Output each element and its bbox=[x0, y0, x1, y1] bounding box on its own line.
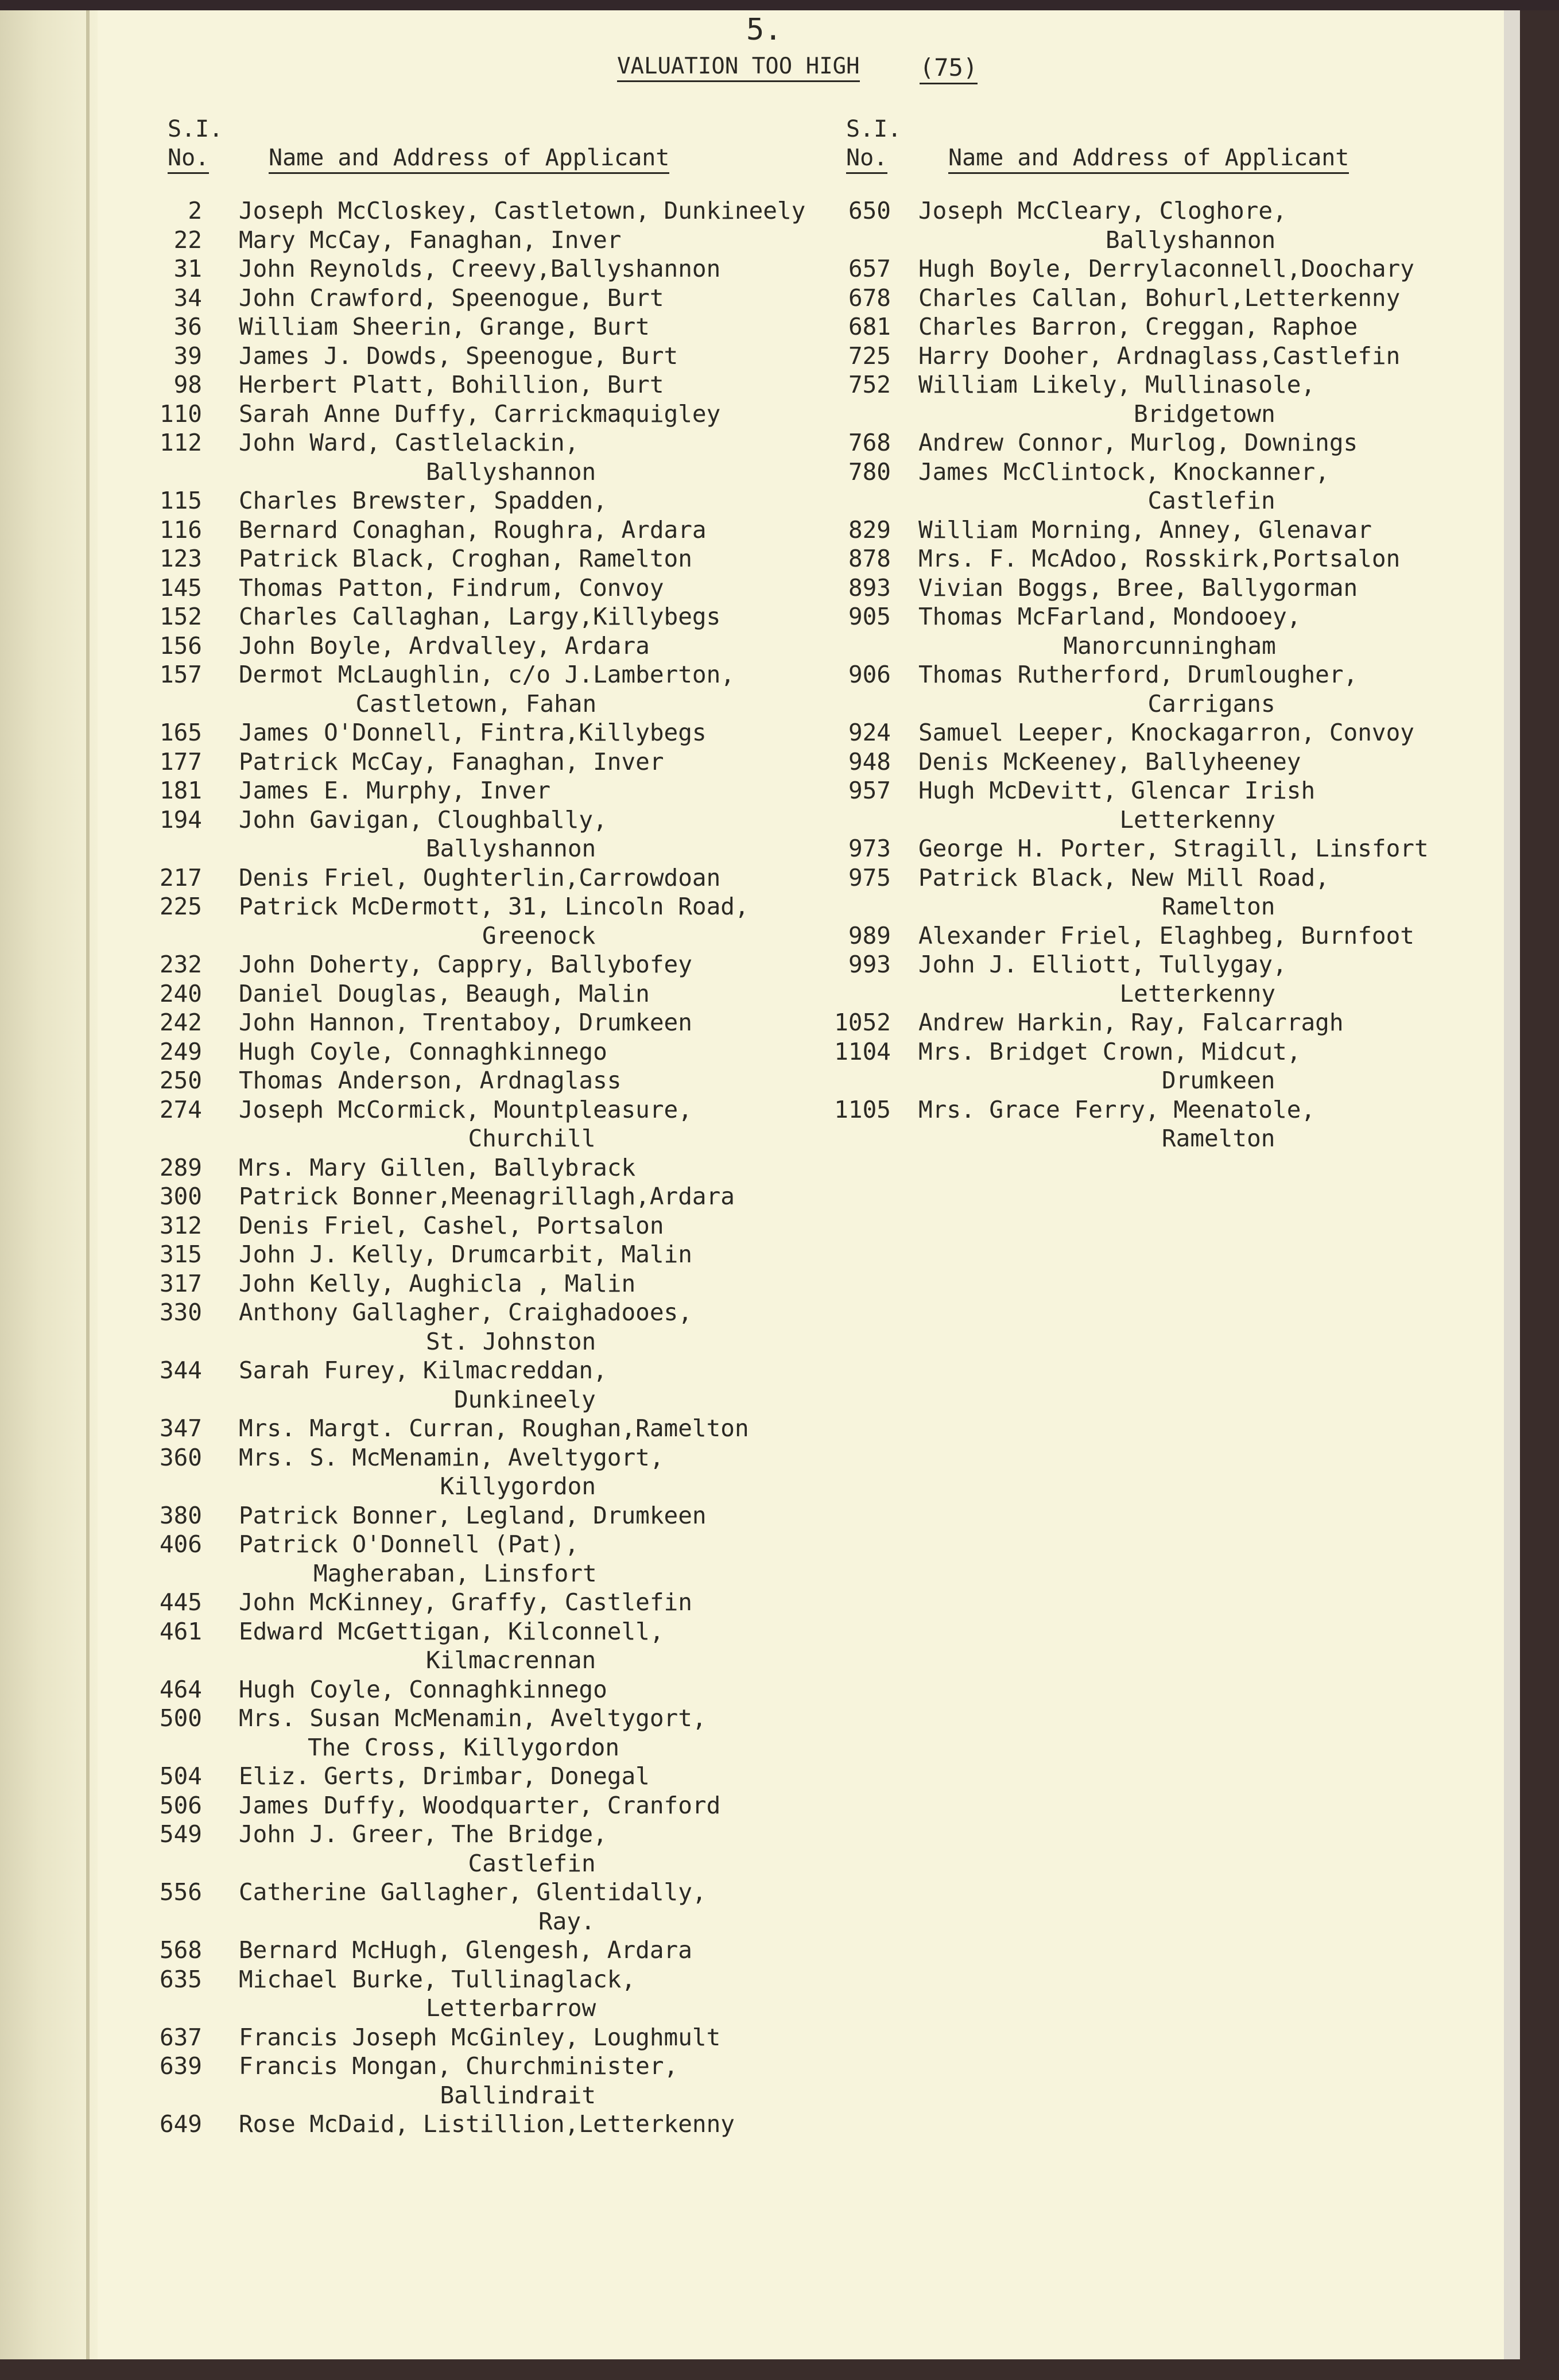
applicant-number: 1052 bbox=[834, 1009, 891, 1036]
applicant-name-address: Charles Barron, Creggan, Raphoe bbox=[918, 313, 1358, 340]
applicant-name-address: Samuel Leeper, Knockagarron, Convoy bbox=[918, 719, 1414, 746]
applicant-name-address: Mrs. Susan McMenamin, Aveltygort, bbox=[239, 1704, 707, 1732]
applicant-number: 752 bbox=[848, 371, 891, 398]
background-right bbox=[1520, 0, 1559, 2380]
applicant-number: 657 bbox=[848, 255, 891, 282]
applicant-address-continuation: Greenock bbox=[482, 921, 596, 949]
applicant-name-address: Thomas Patton, Findrum, Convoy bbox=[239, 573, 664, 602]
applicant-address-continuation: Magheraban, Linsfort bbox=[313, 1559, 597, 1587]
applicant-number: 464 bbox=[159, 1675, 202, 1703]
applicant-number: 34 bbox=[173, 284, 202, 312]
applicant-number: 240 bbox=[159, 979, 202, 1007]
applicant-number: 347 bbox=[159, 1414, 202, 1442]
applicant-name-address: Edward McGettigan, Kilconnell, bbox=[239, 1617, 664, 1645]
applicant-number: 461 bbox=[159, 1617, 202, 1645]
applicant-name-address: Hugh Coyle, Connaghkinnego bbox=[239, 1037, 607, 1065]
applicant-address-continuation: Castlefin bbox=[468, 1849, 596, 1877]
applicant-name-address: John Boyle, Ardvalley, Ardara bbox=[239, 631, 650, 660]
applicant-number: 975 bbox=[848, 863, 891, 891]
applicant-name-address: Thomas McFarland, Mondooey, bbox=[918, 603, 1301, 630]
applicant-number: 973 bbox=[848, 835, 891, 862]
applicant-address-continuation: Letterkenny bbox=[1119, 805, 1276, 834]
applicant-number: 780 bbox=[848, 458, 891, 486]
applicant-number: 344 bbox=[159, 1356, 202, 1384]
applicant-number: 242 bbox=[159, 1009, 202, 1036]
applicant-number: 549 bbox=[159, 1820, 202, 1848]
applicant-name-address: Patrick McCay, Fanaghan, Inver bbox=[239, 747, 664, 776]
applicant-number: 993 bbox=[848, 951, 891, 978]
applicant-name-address: Dermot McLaughlin, c/o J.Lamberton, bbox=[239, 661, 735, 688]
applicant-number: 36 bbox=[173, 313, 202, 340]
applicant-number: 232 bbox=[159, 951, 202, 978]
applicant-number: 650 bbox=[848, 197, 891, 224]
applicant-number: 500 bbox=[159, 1704, 202, 1732]
applicant-number: 315 bbox=[159, 1241, 202, 1268]
applicant-name-address: Mrs. Bridget Crown, Midcut, bbox=[918, 1037, 1301, 1065]
applicant-number: 649 bbox=[159, 2110, 202, 2138]
applicant-number: 948 bbox=[848, 747, 891, 776]
applicant-name-address: John Gavigan, Cloughbally, bbox=[239, 805, 607, 834]
applicant-number: 194 bbox=[159, 805, 202, 834]
title-reference: (75) bbox=[920, 53, 978, 84]
applicant-name-address: Alexander Friel, Elaghbeg, Burnfoot bbox=[918, 921, 1414, 949]
applicant-number: 123 bbox=[159, 545, 202, 572]
applicant-name-address: John Reynolds, Creevy,Ballyshannon bbox=[239, 255, 721, 282]
applicant-number: 289 bbox=[159, 1153, 202, 1181]
applicant-name-address: John Ward, Castlelackin, bbox=[239, 429, 579, 456]
applicant-name-address: Bernard Conaghan, Roughra, Ardara bbox=[239, 515, 707, 544]
applicant-name-address: Denis Friel, Cashel, Portsalon bbox=[239, 1211, 664, 1239]
applicant-address-continuation: Killygordon bbox=[440, 1472, 596, 1500]
applicant-name-address: Joseph McCloskey, Castletown, Dunkineely bbox=[239, 197, 806, 224]
applicant-number: 177 bbox=[159, 747, 202, 776]
applicant-number: 31 bbox=[173, 255, 202, 282]
applicant-name-address: Joseph McCormick, Mountpleasure, bbox=[239, 1095, 692, 1123]
applicant-address-continuation: Ramelton bbox=[1162, 1125, 1275, 1152]
applicant-name-address: Patrick Black, Croghan, Ramelton bbox=[239, 545, 692, 572]
applicant-number: 906 bbox=[848, 661, 891, 688]
applicant-name-address: Patrick Bonner, Legland, Drumkeen bbox=[239, 1501, 707, 1529]
applicant-number: 22 bbox=[173, 226, 202, 254]
applicant-name-address: Mrs. Grace Ferry, Meenatole, bbox=[918, 1095, 1316, 1123]
applicant-address-continuation: Dunkineely bbox=[454, 1385, 596, 1413]
applicant-number: 225 bbox=[159, 893, 202, 920]
applicant-number: 878 bbox=[848, 545, 891, 572]
applicant-number: 300 bbox=[159, 1183, 202, 1210]
applicant-number: 156 bbox=[159, 631, 202, 660]
applicant-number: 681 bbox=[848, 313, 891, 340]
applicant-address-continuation: Churchill bbox=[468, 1125, 596, 1152]
applicant-address-continuation: Castletown, Fahan bbox=[355, 689, 597, 718]
applicant-number: 217 bbox=[159, 863, 202, 891]
applicant-name-address: George H. Porter, Stragill, Linsfort bbox=[918, 835, 1429, 862]
applicant-name-address: Denis Friel, Oughterlin,Carrowdoan bbox=[239, 863, 721, 891]
applicant-number: 924 bbox=[848, 719, 891, 746]
applicant-name-address: Joseph McCleary, Cloghore, bbox=[918, 197, 1287, 224]
applicant-name-address: John Crawford, Speenogue, Burt bbox=[239, 284, 664, 312]
applicant-number: 165 bbox=[159, 719, 202, 746]
applicant-number: 768 bbox=[848, 429, 891, 456]
applicant-number: 637 bbox=[159, 2023, 202, 2051]
right-header-name: Name and Address of Applicant bbox=[948, 144, 1349, 174]
applicant-number: 1104 bbox=[834, 1037, 891, 1065]
applicant-number: 112 bbox=[159, 429, 202, 456]
applicant-address-continuation: Ray. bbox=[538, 1907, 595, 1935]
applicant-number: 116 bbox=[159, 515, 202, 544]
applicant-name-address: William Sheerin, Grange, Burt bbox=[239, 313, 650, 340]
applicant-name-address: John J. Greer, The Bridge, bbox=[239, 1820, 607, 1848]
applicant-name-address: Rose McDaid, Listillion,Letterkenny bbox=[239, 2110, 735, 2138]
applicant-name-address: Hugh McDevitt, Glencar Irish bbox=[918, 777, 1316, 804]
applicant-name-address: Patrick McDermott, 31, Lincoln Road, bbox=[239, 893, 749, 920]
applicant-number: 39 bbox=[173, 342, 202, 370]
applicant-name-address: Eliz. Gerts, Drimbar, Donegal bbox=[239, 1762, 650, 1790]
applicant-name-address: James McClintock, Knockanner, bbox=[918, 458, 1329, 486]
applicant-address-continuation: Bridgetown bbox=[1134, 400, 1275, 428]
applicant-number: 639 bbox=[159, 2052, 202, 2080]
applicant-address-continuation: Castlefin bbox=[1147, 487, 1275, 514]
applicant-name-address: Patrick Bonner,Meenagrillagh,Ardara bbox=[239, 1183, 735, 1210]
left-header-si: S.I. bbox=[168, 116, 223, 142]
applicant-name-address: Herbert Platt, Bohillion, Burt bbox=[239, 371, 664, 398]
background-top bbox=[0, 0, 1559, 10]
binding-fold-line bbox=[86, 0, 90, 2380]
applicant-name-address: Mrs. Margt. Curran, Roughan,Ramelton bbox=[239, 1414, 749, 1442]
applicant-name-address: Vivian Boggs, Bree, Ballygorman bbox=[918, 573, 1358, 602]
applicant-name-address: John Doherty, Cappry, Ballybofey bbox=[239, 951, 692, 978]
applicant-name-address: Charles Callaghan, Largy,Killybegs bbox=[239, 603, 721, 630]
applicant-number: 829 bbox=[848, 515, 891, 544]
applicant-address-continuation: Carrigans bbox=[1147, 689, 1275, 718]
applicant-name-address: Thomas Anderson, Ardnaglass bbox=[239, 1067, 622, 1094]
applicant-number: 989 bbox=[848, 921, 891, 949]
applicant-name-address: Michael Burke, Tullinaglack, bbox=[239, 1965, 636, 1993]
right-header-no: No. bbox=[846, 144, 887, 174]
applicant-name-address: James O'Donnell, Fintra,Killybegs bbox=[239, 719, 707, 746]
applicant-name-address: Catherine Gallagher, Glentidally, bbox=[239, 1878, 707, 1906]
applicant-number: 98 bbox=[173, 371, 202, 398]
applicant-name-address: William Morning, Anney, Glenavar bbox=[918, 515, 1372, 544]
applicant-name-address: Patrick O'Donnell (Pat), bbox=[239, 1530, 579, 1558]
applicant-number: 250 bbox=[159, 1067, 202, 1094]
applicant-name-address: Mrs. Mary Gillen, Ballybrack bbox=[239, 1153, 636, 1181]
applicant-address-continuation: St. Johnston bbox=[426, 1327, 596, 1355]
applicant-number: 312 bbox=[159, 1211, 202, 1239]
applicant-name-address: John Kelly, Aughicla , Malin bbox=[239, 1269, 636, 1297]
applicant-address-continuation: Kilmacrennan bbox=[426, 1646, 596, 1674]
applicant-address-continuation: Ballyshannon bbox=[426, 835, 596, 862]
applicant-number: 406 bbox=[159, 1530, 202, 1558]
applicant-name-address: Patrick Black, New Mill Road, bbox=[918, 863, 1329, 891]
applicant-name-address: Harry Dooher, Ardnaglass,Castlefin bbox=[918, 342, 1401, 370]
applicant-name-address: James J. Dowds, Speenogue, Burt bbox=[239, 342, 678, 370]
applicant-name-address: Bernard McHugh, Glengesh, Ardara bbox=[239, 1936, 692, 1964]
applicant-number: 678 bbox=[848, 284, 891, 312]
applicant-number: 556 bbox=[159, 1878, 202, 1906]
applicant-name-address: Francis Mongan, Churchminister, bbox=[239, 2052, 678, 2080]
applicant-number: 330 bbox=[159, 1298, 202, 1326]
applicant-number: 635 bbox=[159, 1965, 202, 1993]
applicant-name-address: Hugh Boyle, Derrylaconnell,Doochary bbox=[918, 255, 1414, 282]
applicant-name-address: Mrs. S. McMenamin, Aveltygort, bbox=[239, 1443, 664, 1471]
applicant-name-address: Francis Joseph McGinley, Loughmult bbox=[239, 2023, 721, 2051]
applicant-name-address: James Duffy, Woodquarter, Cranford bbox=[239, 1791, 721, 1819]
applicant-number: 360 bbox=[159, 1443, 202, 1471]
applicant-number: 2 bbox=[188, 197, 202, 224]
applicant-number: 145 bbox=[159, 573, 202, 602]
applicant-number: 152 bbox=[159, 603, 202, 630]
applicant-number: 1105 bbox=[834, 1095, 891, 1123]
applicant-number: 110 bbox=[159, 400, 202, 428]
applicant-number: 504 bbox=[159, 1762, 202, 1790]
applicant-number: 445 bbox=[159, 1588, 202, 1616]
applicant-number: 957 bbox=[848, 777, 891, 804]
applicant-name-address: Charles Brewster, Spadden, bbox=[239, 487, 607, 514]
applicant-address-continuation: Ballyshannon bbox=[1106, 226, 1276, 254]
applicant-number: 568 bbox=[159, 1936, 202, 1964]
applicant-name-address: Hugh Coyle, Connaghkinnego bbox=[239, 1675, 607, 1703]
applicant-number: 905 bbox=[848, 603, 891, 630]
applicant-number: 380 bbox=[159, 1501, 202, 1529]
applicant-number: 725 bbox=[848, 342, 891, 370]
applicant-name-address: John Hannon, Trentaboy, Drumkeen bbox=[239, 1009, 692, 1036]
page-title: VALUATION TOO HIGH bbox=[617, 53, 860, 82]
page-number: 5. bbox=[746, 13, 782, 47]
left-header-name: Name and Address of Applicant bbox=[269, 144, 669, 174]
applicant-name-address: James E. Murphy, Inver bbox=[239, 777, 551, 804]
applicant-number: 893 bbox=[848, 573, 891, 602]
background-bottom bbox=[0, 2359, 1559, 2380]
applicant-address-continuation: Ramelton bbox=[1162, 893, 1275, 920]
applicant-address-continuation: Ballindrait bbox=[440, 2081, 596, 2109]
applicant-name-address: Thomas Rutherford, Drumlougher, bbox=[918, 661, 1358, 688]
applicant-name-address: Charles Callan, Bohurl,Letterkenny bbox=[918, 284, 1401, 312]
applicant-number: 249 bbox=[159, 1037, 202, 1065]
applicant-number: 181 bbox=[159, 777, 202, 804]
applicant-address-continuation: Letterkenny bbox=[1119, 979, 1276, 1007]
left-header-no: No. bbox=[168, 144, 209, 174]
applicant-name-address: William Likely, Mullinasole, bbox=[918, 371, 1316, 398]
applicant-number: 506 bbox=[159, 1791, 202, 1819]
applicant-name-address: Sarah Furey, Kilmacreddan, bbox=[239, 1356, 607, 1384]
applicant-address-continuation: Manorcunningham bbox=[1063, 631, 1276, 660]
applicant-name-address: Mary McCay, Fanaghan, Inver bbox=[239, 226, 622, 254]
applicant-address-continuation: Drumkeen bbox=[1162, 1067, 1275, 1094]
applicant-name-address: John J. Elliott, Tullygay, bbox=[918, 951, 1287, 978]
page-binding-gutter bbox=[0, 0, 98, 2380]
applicant-name-address: Andrew Connor, Murlog, Downings bbox=[918, 429, 1358, 456]
applicant-name-address: John J. Kelly, Drumcarbit, Malin bbox=[239, 1241, 692, 1268]
applicant-address-continuation: Ballyshannon bbox=[426, 458, 596, 486]
page-right-edge bbox=[1504, 0, 1520, 2380]
applicant-name-address: Denis McKeeney, Ballyheeney bbox=[918, 747, 1301, 776]
applicant-address-continuation: The Cross, Killygordon bbox=[308, 1733, 620, 1761]
applicant-name-address: Sarah Anne Duffy, Carrickmaquigley bbox=[239, 400, 721, 428]
applicant-name-address: Mrs. F. McAdoo, Rosskirk,Portsalon bbox=[918, 545, 1401, 572]
applicant-name-address: Daniel Douglas, Beaugh, Malin bbox=[239, 979, 650, 1007]
applicant-address-continuation: Letterbarrow bbox=[426, 1994, 596, 2022]
applicant-number: 157 bbox=[159, 661, 202, 688]
applicant-name-address: John McKinney, Graffy, Castlefin bbox=[239, 1588, 692, 1616]
applicant-name-address: Anthony Gallagher, Craighadooes, bbox=[239, 1298, 692, 1326]
applicant-number: 317 bbox=[159, 1269, 202, 1297]
applicant-number: 115 bbox=[159, 487, 202, 514]
applicant-number: 274 bbox=[159, 1095, 202, 1123]
right-header-si: S.I. bbox=[846, 116, 902, 142]
applicant-name-address: Andrew Harkin, Ray, Falcarragh bbox=[918, 1009, 1344, 1036]
